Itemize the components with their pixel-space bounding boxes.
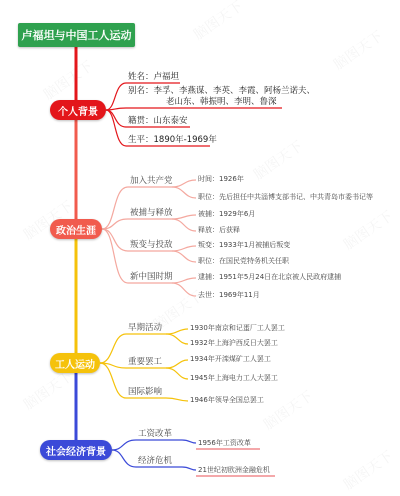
labor-early-item1[interactable]: 1930年南京和记蛋厂工人罢工 xyxy=(190,324,285,332)
labor-international-impact[interactable]: 国际影响 xyxy=(128,387,163,397)
career-arrested[interactable]: 被捕：1929年6月 xyxy=(198,210,256,218)
social-economic-crisis[interactable]: 经济危机 xyxy=(138,456,173,466)
social-wage-item1[interactable]: 1956年工资改革 xyxy=(198,439,251,447)
social-crisis-item1[interactable]: 21世纪初欧洲金融危机 xyxy=(198,466,270,474)
labor-impact-item1[interactable]: 1946年领导全国总罢工 xyxy=(190,396,264,404)
career-join-time[interactable]: 时间：1926年 xyxy=(198,175,244,183)
personal-name[interactable]: 姓名：卢福坦 xyxy=(128,72,180,82)
career-prc-death[interactable]: 去世：1969年11月 xyxy=(198,291,260,299)
category-socioeconomic-background[interactable]: 社会经济背景 xyxy=(40,440,112,460)
personal-alias-line1[interactable]: 别名：李孚、李燕谋、李英、李霞、阿杨兰诺夫、 xyxy=(128,86,316,96)
career-defection[interactable]: 叛变与投敌 xyxy=(130,240,173,250)
career-prc-period[interactable]: 新中国时期 xyxy=(130,272,173,282)
personal-alias-line2[interactable]: 老山东、韩振明、李明、鲁深 xyxy=(166,97,277,107)
root-topic[interactable]: 卢福坦与中国工人运动 xyxy=(18,23,135,47)
career-arrest-release[interactable]: 被捕与释放 xyxy=(130,208,173,218)
category-personal-background[interactable]: 个人背景 xyxy=(50,100,106,120)
labor-major-strikes[interactable]: 重要罢工 xyxy=(128,357,163,367)
career-join-position[interactable]: 职位：先后担任中共淄博支部书记、中共青岛市委书记等 xyxy=(198,193,373,201)
labor-strikes-item1[interactable]: 1934年开滦煤矿工人罢工 xyxy=(190,355,271,363)
career-defection-position[interactable]: 职位：在国民党特务机关任职 xyxy=(198,257,289,265)
category-labor-movement[interactable]: 工人运动 xyxy=(50,353,100,373)
personal-lifespan[interactable]: 生平：1890年-1969年 xyxy=(128,135,217,145)
labor-early-activities[interactable]: 早期活动 xyxy=(128,323,163,333)
career-prc-arrest[interactable]: 逮捕：1951年5月24日在北京被人民政府逮捕 xyxy=(198,273,342,281)
career-defection-detail[interactable]: 叛变：1933年1月被捕后叛变 xyxy=(198,241,291,249)
category-political-career[interactable]: 政治生涯 xyxy=(50,219,102,239)
career-released[interactable]: 释放：后获释 xyxy=(198,226,240,234)
labor-early-item2[interactable]: 1932年上海沪西反日大罢工 xyxy=(190,339,278,347)
career-join-party[interactable]: 加入共产党 xyxy=(130,176,173,186)
personal-hometown[interactable]: 籍贯：山东泰安 xyxy=(128,116,188,126)
labor-strikes-item2[interactable]: 1945年上海电力工人大罢工 xyxy=(190,374,278,382)
social-wage-reform[interactable]: 工资改革 xyxy=(138,429,173,439)
